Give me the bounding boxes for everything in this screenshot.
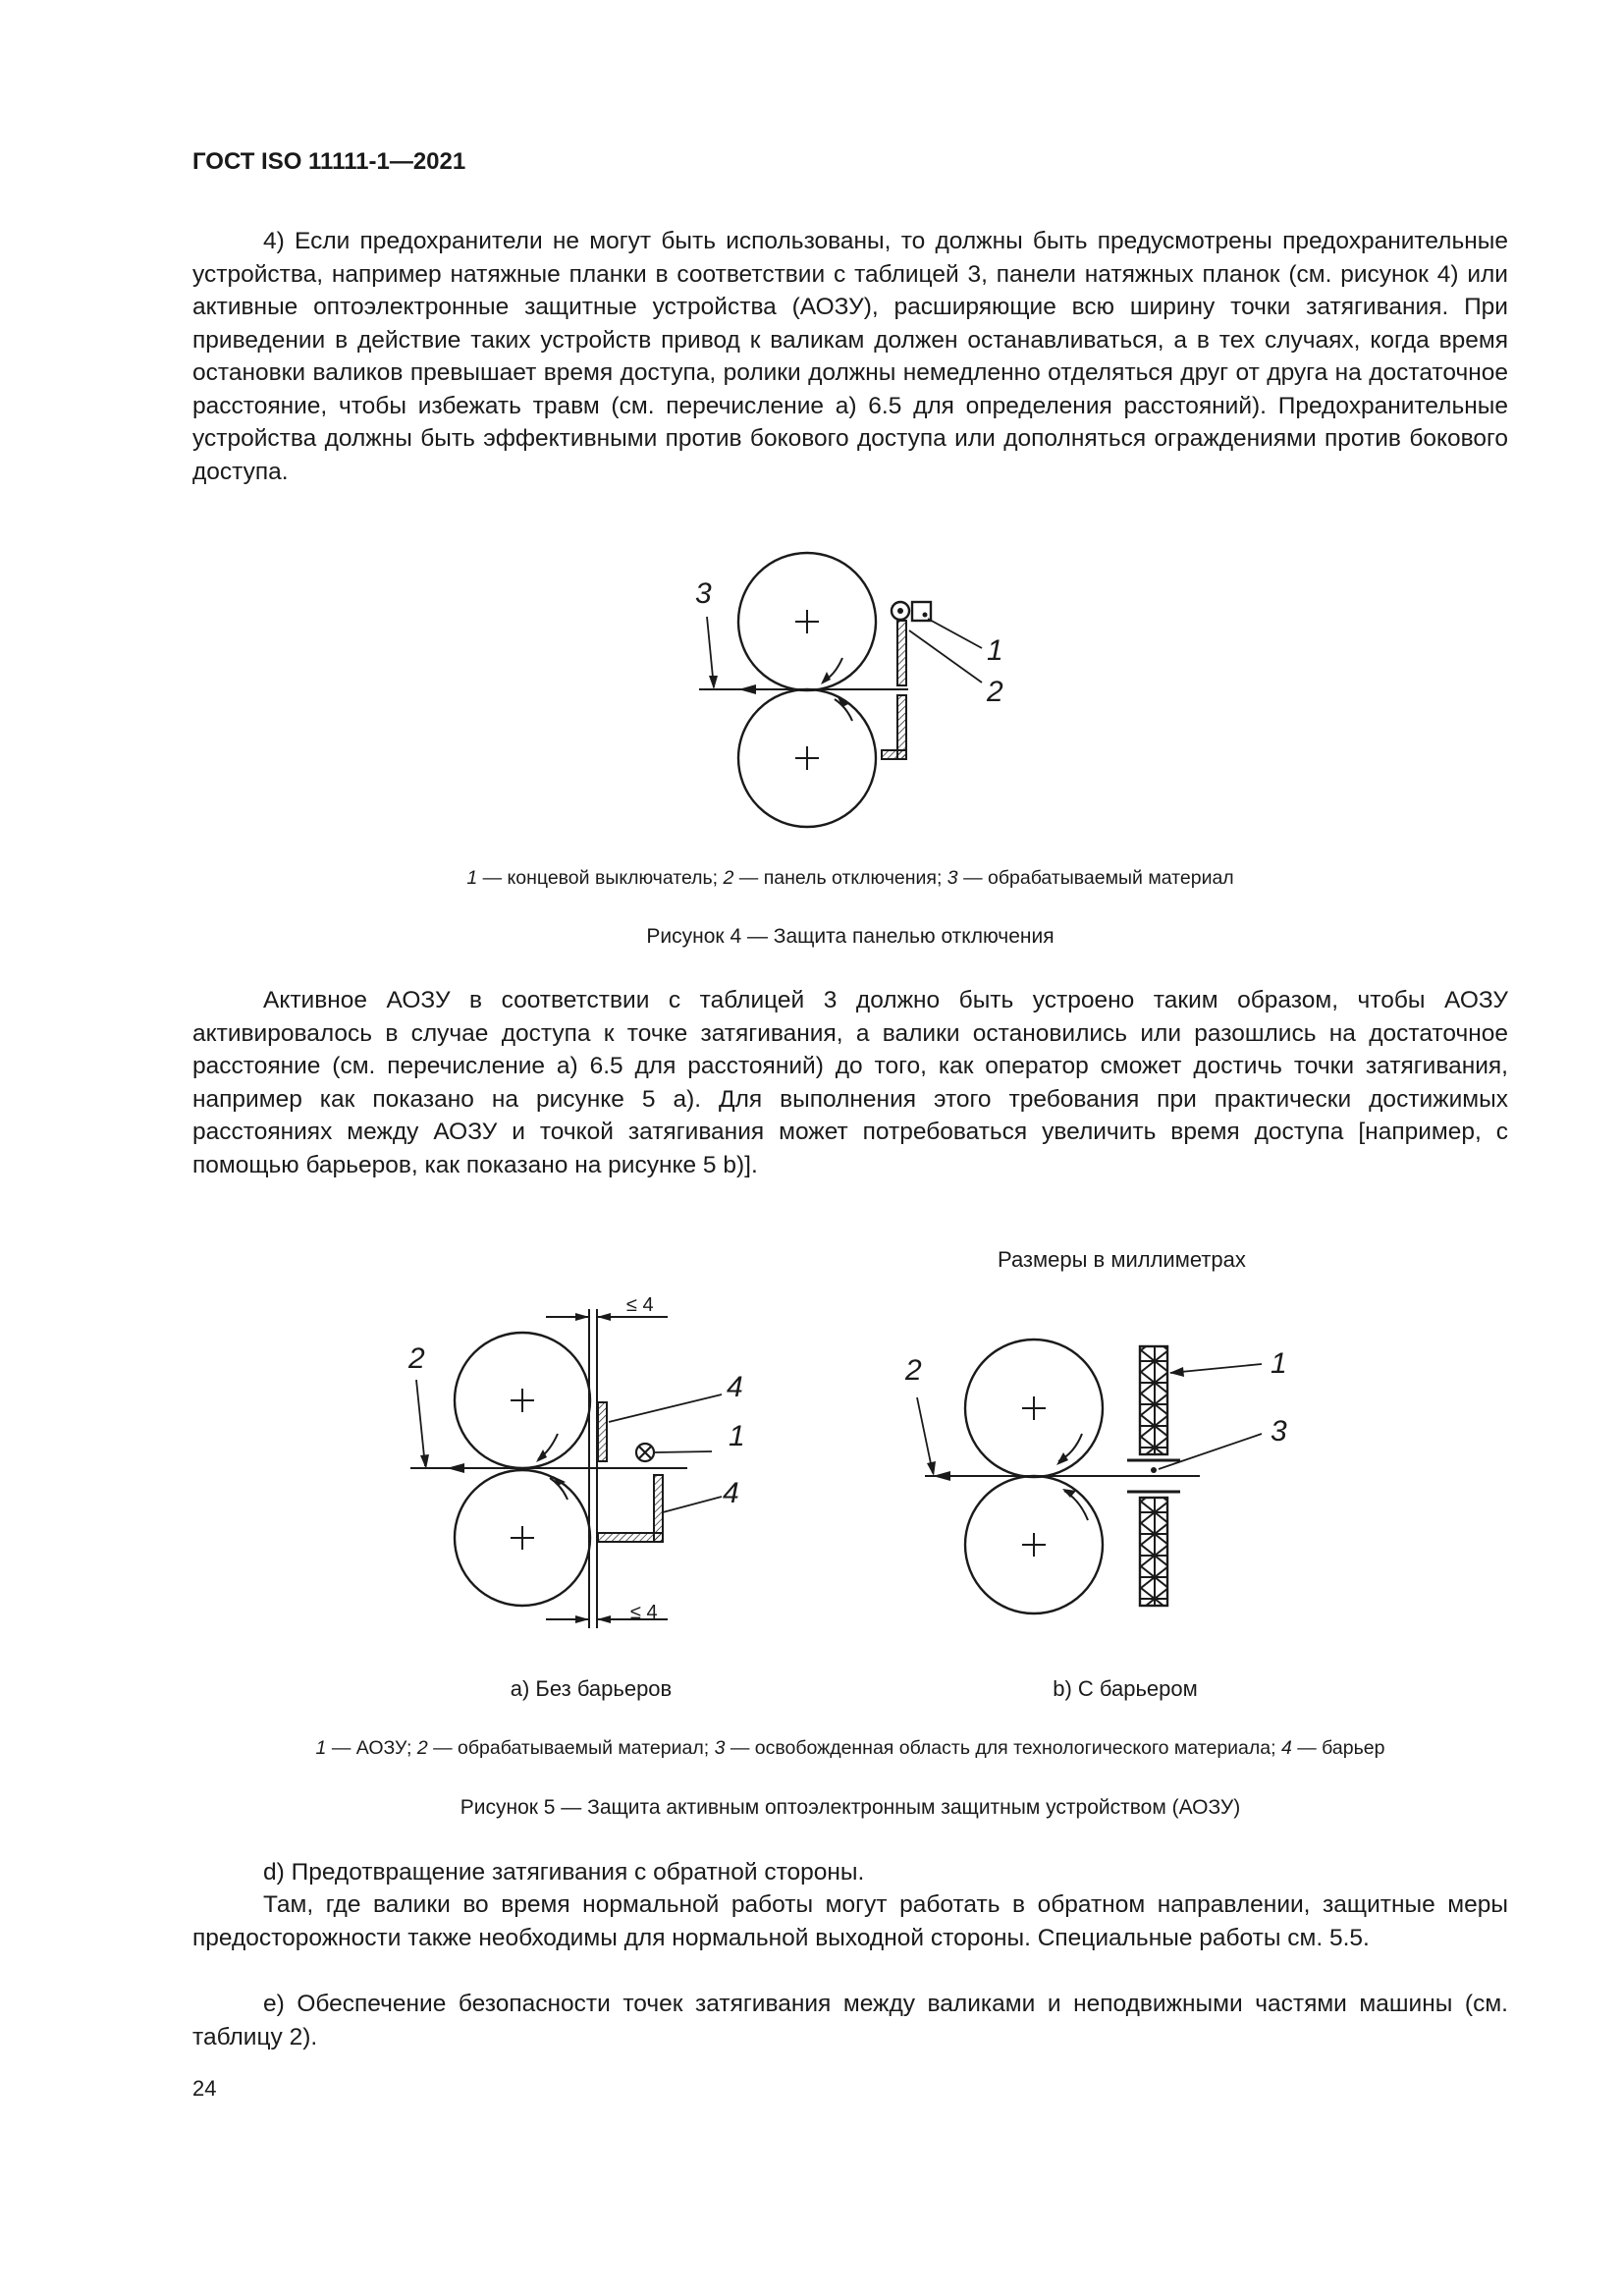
fig5b-label-2: 2 xyxy=(905,1354,922,1387)
fig4-label-1: 1 xyxy=(987,634,1003,667)
fig5b-label-3: 3 xyxy=(1271,1415,1287,1448)
paragraph-aozu: Активное АОЗУ в соответствии с таблицей 3 должно быть устроено таким образом, чтобы АОЗУ активировалось в случае доступа к точке затягивания, а валики остановились или разошлись на достаточное расстояние (см. перечисление а) 6.5 для расстояний) до того, как оператор сможет достичь точки затягивания, например как показано на рисунке 5 а). Для выполнения этого требования при практически достижимых расстояниях между АОЗУ и точкой затягивания может потребоваться увеличить время доступа [например, с помощью барьеров, как показано на рисунке 5 b)]. xyxy=(192,987,1508,1178)
fig4-label-2: 2 xyxy=(987,676,1003,708)
paragraph-reverse: Там, где валики во время нормальной работы могут работать в обратном направлении, защитные меры предосторожности также необходимы для нормальной выходной стороны. Специальные работы см. 5.5. xyxy=(192,1891,1508,1951)
document-header: ГОСТ ISO 11111-1—2021 xyxy=(192,148,466,175)
fig4-label-3: 3 xyxy=(695,577,712,610)
figure-4-legend: 1 — концевой выключатель; 2 — панель отключения; 3 — обрабатываемый материал xyxy=(466,867,1234,889)
fig5a-barrier xyxy=(598,1402,663,1542)
figure-4-caption: Рисунок 4 — Защита панелью отключения xyxy=(646,925,1055,948)
fig5a-dim-top: ≤ 4 xyxy=(626,1294,654,1316)
figure-5a-sublabel: а) Без барьеров xyxy=(510,1676,673,1701)
fig5a-aozu xyxy=(636,1444,654,1461)
paragraph-e: е) Обеспечение безопасности точек затягивания между валиками и неподвижными частями машины (см. таблицу 2). xyxy=(192,1991,1508,2050)
paragraph-4: 4) Если предохранители не могут быть использованы, то должны быть предусмотрены предохранительные устройства, например натяжные планки в соответствии с таблицей 3, панели натяжных планок (см. рисунок 4) или активные оптоэлектронные защитные устройства (АОЗУ), расширяющие всю ширину точки затягивания. При приведении в действие таких устройств привод к валикам должен останавливаться, а в тех случаях, когда время остановки валиков превышает время доступа, ролики должны немедленно отделяться друг от друга на достаточное расстояние, чтобы избежать травм (см. перечисление а) 6.5 для определения расстояний). Предохранительные устройства должны быть эффективными против бокового доступа или дополняться ограждениями против бокового доступа. xyxy=(192,228,1508,485)
page-number: 24 xyxy=(192,2076,217,2101)
dimensions-note: Размеры в миллиметрах xyxy=(998,1247,1246,1272)
fig5a-label-4-bottom: 4 xyxy=(723,1477,739,1509)
fig5b-label-1: 1 xyxy=(1271,1347,1287,1380)
fig5a-label-2: 2 xyxy=(408,1342,425,1375)
figure-5b-sublabel: b) С барьером xyxy=(1053,1676,1198,1701)
figure-5-caption: Рисунок 5 — Защита активным оптоэлектронным защитным устройством (АОЗУ) xyxy=(460,1796,1241,1819)
fig5a-label-1: 1 xyxy=(729,1420,745,1452)
fig5a-label-4-top: 4 xyxy=(727,1371,743,1403)
paragraph-d: d) Предотвращение затягивания с обратной стороны. xyxy=(263,1859,865,1886)
fig5a-dim-bottom: ≤ 4 xyxy=(630,1602,658,1623)
figure-5-legend: 1 — АОЗУ; 2 — обрабатываемый материал; 3 — освобожденная область для технологического материала; 4 — барьер xyxy=(315,1737,1385,1759)
